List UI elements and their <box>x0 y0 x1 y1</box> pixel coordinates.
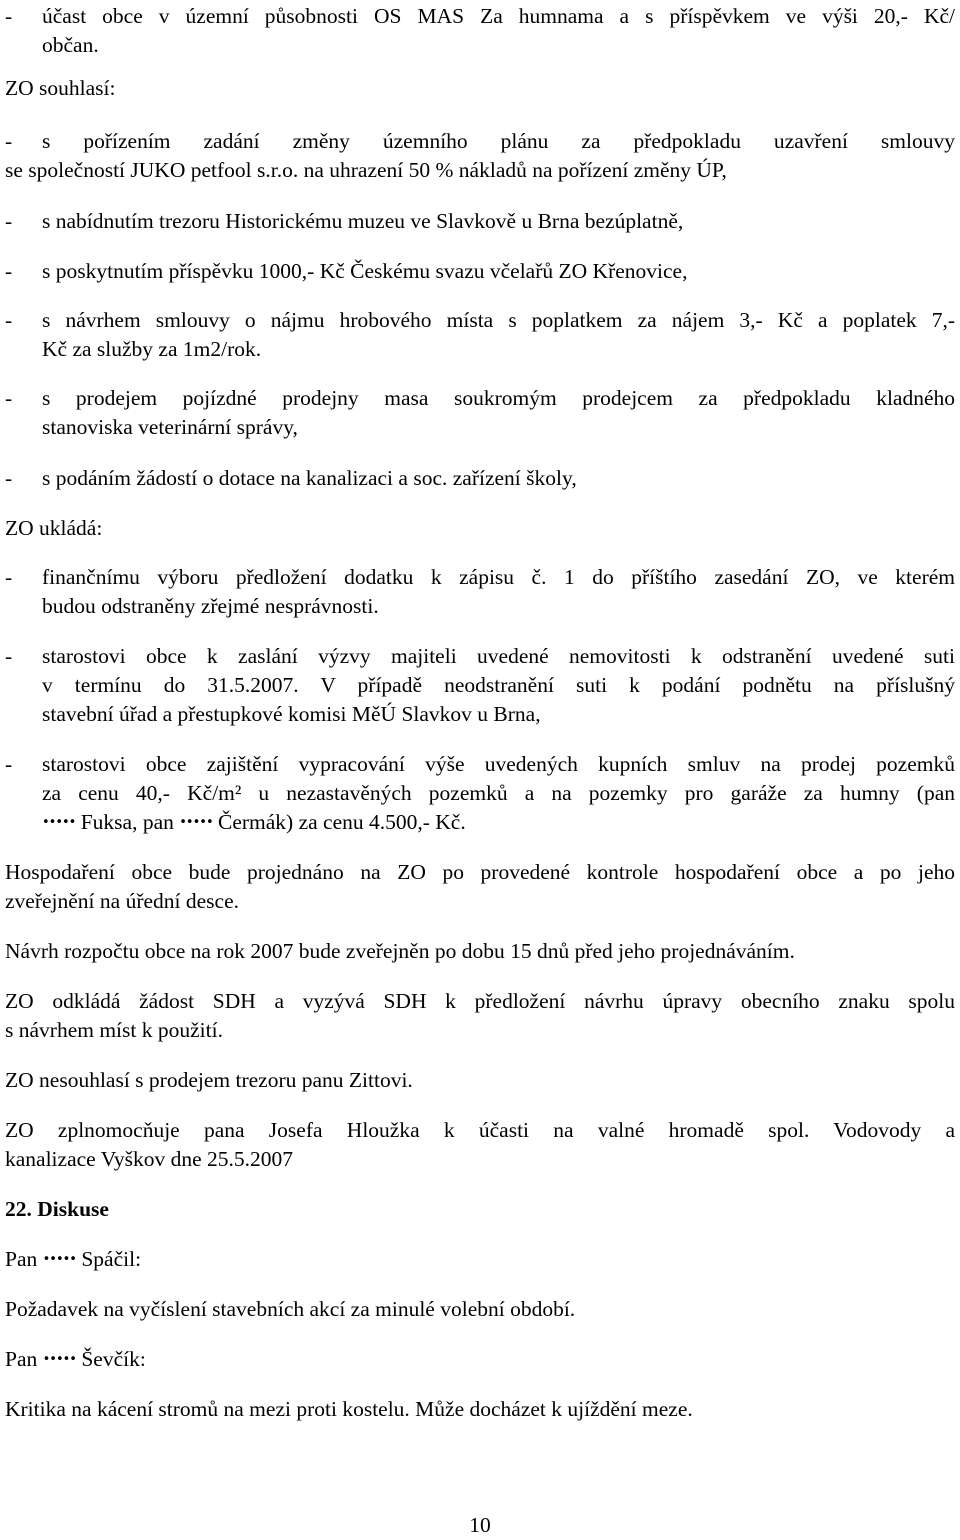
section-heading: 22. Diskuse <box>5 1197 109 1221</box>
paragraph-line: s návrhem míst k použití. <box>5 1018 223 1042</box>
list-item-text-line: budou odstraněny zřejmé nesprávnosti. <box>42 594 379 618</box>
speaker-name: Ševčík: <box>81 1347 146 1371</box>
list-dash: - <box>5 308 13 332</box>
list-dash: - <box>5 259 13 283</box>
list-item-text-line: starostovi obce zajištění vypracování výše uvedených kupních smluv na prodej pozemků <box>42 752 955 776</box>
list-dash: - <box>5 644 13 668</box>
list-item-text-line: s poskytnutím příspěvku 1000,- Kč Českému svazu včelařů ZO Křenovice, <box>42 259 688 283</box>
list-item-text-line: s podáním žádostí o dotace na kanalizaci a soc. zařízení školy, <box>42 466 577 490</box>
text-fragment: Pan <box>5 1347 38 1371</box>
redacted-name-mark: ••••• <box>42 815 76 830</box>
page-number: 10 <box>469 1513 491 1537</box>
list-item <box>5 207 955 236</box>
paragraph-line: Kritika na kácení stromů na mezi proti kostelu. Může docházet k ujíždění meze. <box>5 1397 693 1421</box>
redacted-name-mark: ••••• <box>42 1252 76 1267</box>
list-dash: - <box>5 466 13 490</box>
list-item <box>5 306 955 364</box>
list-item-text-line: s pořízením zadání změny územního plánu za předpokladu uzavření smlouvy <box>42 129 955 153</box>
text-fragment: Čermák) za cenu 4.500,- Kč. <box>217 810 466 834</box>
list-item <box>5 750 955 837</box>
text-fragment: Pan <box>5 1247 38 1271</box>
list-item <box>5 464 955 493</box>
redacted-name-mark: ••••• <box>42 1352 76 1367</box>
paragraph-line: kanalizace Vyškov dne 25.5.2007 <box>5 1147 293 1171</box>
list-dash: - <box>5 129 13 153</box>
paragraph-line: ZO odkládá žádost SDH a vyzývá SDH k předložení návrhu úpravy obecního znaku spolu <box>5 989 955 1013</box>
text-line: se společností JUKO petfool s.r.o. na uhrazení 50 % nákladů na pořízení změny ÚP, <box>5 158 727 182</box>
list-item <box>5 257 955 286</box>
speaker-line <box>5 1245 955 1274</box>
paragraph-line: Hospodaření obce bude projednáno na ZO po provedené kontrole hospodaření obce a po jeho <box>5 860 955 884</box>
list-dash: - <box>5 752 13 776</box>
list-item <box>5 2 955 60</box>
list-item <box>5 127 955 156</box>
list-item-text-line: účast obce v územní působnosti OS MAS Za humnama a s příspěvkem ve výši 20,- Kč/ <box>42 4 955 28</box>
speaker-line <box>5 1345 955 1374</box>
list-item <box>5 642 955 729</box>
list-dash: - <box>5 386 13 410</box>
list-item <box>5 384 955 442</box>
paragraph-line: Požadavek na vyčíslení stavebních akcí za minulé volební období. <box>5 1297 576 1321</box>
list-item <box>5 563 955 621</box>
list-item-text-line: s prodejem pojízdné prodejny masa soukromým prodejcem za předpokladu kladného <box>42 386 955 410</box>
paragraph-line: Návrh rozpočtu obce na rok 2007 bude zveřejněn po dobu 15 dnů před jeho projednáváním. <box>5 939 795 963</box>
list-item-text-line: stanoviska veterinární správy, <box>42 415 298 439</box>
list-item-text-line: starostovi obce k zaslání výzvy majiteli uvedené nemovitosti k odstranění uvedené suti <box>42 644 955 668</box>
speaker-name: Spáčil: <box>81 1247 142 1271</box>
list-item-text-line: s nabídnutím trezoru Historickému muzeu ve Slavkově u Brna bezúplatně, <box>42 209 684 233</box>
list-dash: - <box>5 4 13 28</box>
list-item-text-line: za cenu 40,- Kč/m² u nezastavěných pozemků a na pozemky pro garáže za humny (pan <box>42 781 955 805</box>
list-item-text-line: s návrhem smlouvy o nájmu hrobového místa s poplatkem za nájem 3,- Kč a poplatek 7,- <box>42 308 955 332</box>
paragraph-line: ZO zplnomocňuje pana Josefa Hloužka k účasti na valné hromadě spol. Vodovody a <box>5 1118 955 1142</box>
list-item-text-line <box>42 808 955 837</box>
list-item-text-line: stavební úřad a přestupkové komisi MěÚ Slavkov u Brna, <box>42 702 541 726</box>
section-label-souhlasi: ZO souhlasí: <box>5 76 116 100</box>
list-dash: - <box>5 565 13 589</box>
section-label-uklada: ZO ukládá: <box>5 516 103 540</box>
list-item-text-line: Kč za služby za 1m2/rok. <box>42 337 262 361</box>
list-item-text-line: v termínu do 31.5.2007. V případě neodstranění suti k podání podnětu na příslušný <box>42 673 955 697</box>
paragraph-line: ZO nesouhlasí s prodejem trezoru panu Zittovi. <box>5 1068 413 1092</box>
list-item-text-line: občan. <box>42 33 99 57</box>
list-item-text-line: finančnímu výboru předložení dodatku k zápisu č. 1 do příštího zasedání ZO, ve kterém <box>42 565 955 589</box>
redacted-name-mark: ••••• <box>179 815 213 830</box>
paragraph-line: zveřejnění na úřední desce. <box>5 889 239 913</box>
text-fragment: Fuksa, pan <box>80 810 174 834</box>
list-dash: - <box>5 209 13 233</box>
